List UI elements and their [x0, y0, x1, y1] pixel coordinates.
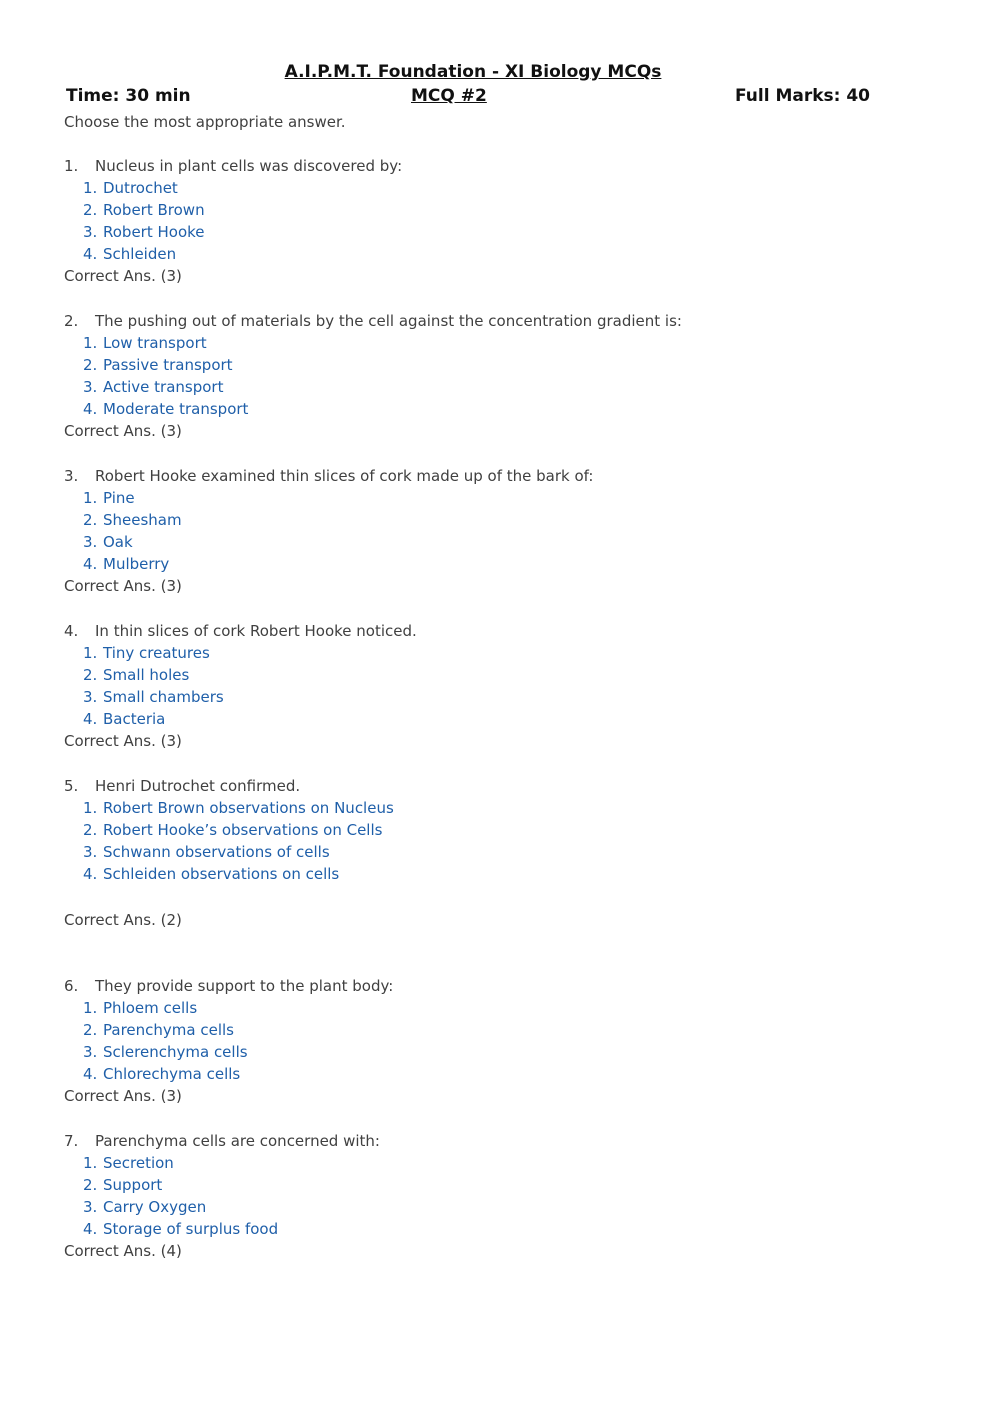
- question-text: They provide support to the plant body:: [95, 977, 394, 995]
- option-4: 4. Storage of surplus food: [83, 1220, 279, 1238]
- option-list: [64, 177, 944, 265]
- option-2: 2. Support: [83, 1176, 163, 1194]
- full-marks-label: Full Marks: 40: [735, 86, 871, 106]
- time-label: Time: 30 min: [66, 86, 191, 106]
- option-4: 4. Chlorechyma cells: [83, 1065, 241, 1083]
- option-2: 2. Sheesham: [83, 511, 182, 529]
- option-list: [64, 642, 944, 730]
- correct-answer: Correct Ans. (3): [64, 1087, 182, 1105]
- question-number: 4.: [64, 622, 79, 640]
- option-2: 2. Small holes: [83, 666, 190, 684]
- option-3: 3. Small chambers: [83, 688, 224, 706]
- option-3: 3. Schwann observations of cells: [83, 843, 330, 861]
- mcq-number: MCQ #2: [411, 86, 487, 106]
- option-3: 3. Sclerenchyma cells: [83, 1043, 248, 1061]
- question-6: [64, 975, 944, 1130]
- option-list: [64, 332, 944, 420]
- option-4: 4. Mulberry: [83, 555, 170, 573]
- option-2: 2. Robert Hooke’s observations on Cells: [83, 821, 383, 839]
- question-4: [64, 620, 944, 775]
- question-text: In thin slices of cork Robert Hooke noticed.: [95, 622, 417, 640]
- correct-answer: Correct Ans. (2): [64, 911, 182, 929]
- correct-answer: Correct Ans. (4): [64, 1242, 182, 1260]
- option-1: 1. Robert Brown observations on Nucleus: [83, 799, 394, 817]
- question-number: 5.: [64, 777, 79, 795]
- option-4: 4. Bacteria: [83, 710, 166, 728]
- correct-answer: Correct Ans. (3): [64, 577, 182, 595]
- correct-answer: Correct Ans. (3): [64, 732, 182, 750]
- question-text: Robert Hooke examined thin slices of cork made up of the bark of:: [95, 467, 594, 485]
- option-2: 2. Passive transport: [83, 356, 233, 374]
- option-list: [64, 487, 944, 575]
- option-1: 1. Pine: [83, 489, 135, 507]
- option-list: [64, 1152, 944, 1240]
- option-1: 1. Secretion: [83, 1154, 174, 1172]
- option-4: 4. Moderate transport: [83, 400, 249, 418]
- option-4: 4. Schleiden observations on cells: [83, 865, 340, 883]
- question-text: Nucleus in plant cells was discovered by:: [95, 157, 403, 175]
- correct-answer: Correct Ans. (3): [64, 422, 182, 440]
- option-3: 3. Carry Oxygen: [83, 1198, 207, 1216]
- option-3: 3. Active transport: [83, 378, 224, 396]
- question-number: 7.: [64, 1132, 79, 1150]
- option-1: 1. Phloem cells: [83, 999, 198, 1017]
- option-1: 1. Tiny creatures: [83, 644, 210, 662]
- option-1: 1. Low transport: [83, 334, 207, 352]
- question-list: [64, 155, 944, 1285]
- question-5: [64, 775, 944, 975]
- option-2: 2. Robert Brown: [83, 201, 205, 219]
- option-3: 3. Robert Hooke: [83, 223, 205, 241]
- correct-answer: Correct Ans. (3): [64, 267, 182, 285]
- question-7: [64, 1130, 944, 1285]
- question-3: [64, 465, 944, 620]
- option-2: 2. Parenchyma cells: [83, 1021, 234, 1039]
- option-1: 1. Dutrochet: [83, 179, 178, 197]
- question-text: Henri Dutrochet confirmed.: [95, 777, 301, 795]
- instruction-text: Choose the most appropriate answer.: [64, 113, 346, 131]
- question-number: 3.: [64, 467, 79, 485]
- question-number: 1.: [64, 157, 79, 175]
- question-number: 2.: [64, 312, 79, 330]
- question-2: [64, 310, 944, 465]
- document-title: A.I.P.M.T. Foundation - XI Biology MCQs: [284, 62, 662, 82]
- option-list: [64, 997, 944, 1085]
- option-list: [64, 797, 944, 885]
- question-text: The pushing out of materials by the cell against the concentration gradient is:: [95, 312, 682, 330]
- question-1: [64, 155, 944, 310]
- question-number: 6.: [64, 977, 79, 995]
- option-3: 3. Oak: [83, 533, 133, 551]
- question-text: Parenchyma cells are concerned with:: [95, 1132, 380, 1150]
- option-4: 4. Schleiden: [83, 245, 177, 263]
